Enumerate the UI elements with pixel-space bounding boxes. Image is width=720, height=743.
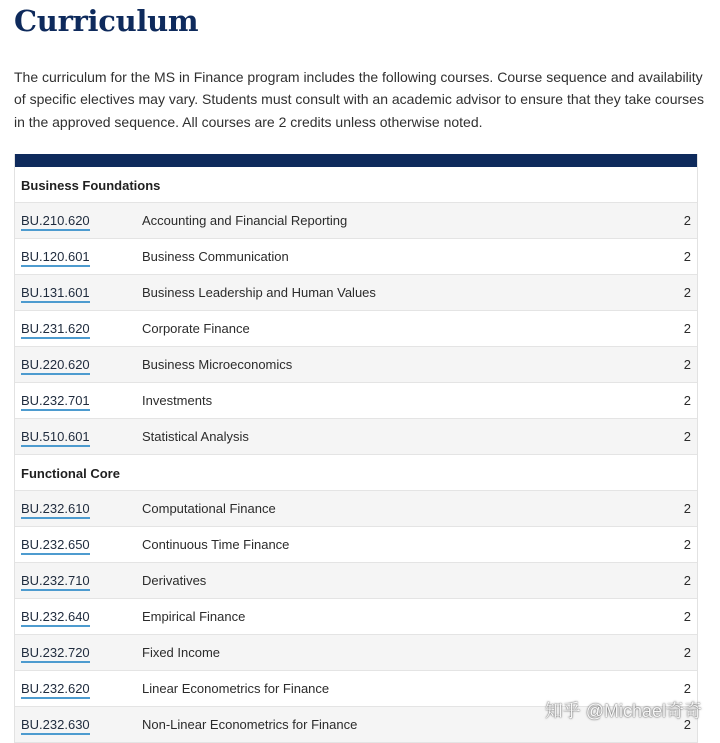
course-code-link[interactable]: BU.210.620	[21, 213, 90, 231]
course-code-link[interactable]: BU.220.620	[21, 357, 90, 375]
course-code-link[interactable]: BU.232.630	[21, 717, 90, 735]
course-code-link[interactable]: BU.232.620	[21, 681, 90, 699]
course-name: Derivatives	[142, 573, 207, 588]
course-name: Corporate Finance	[142, 321, 250, 336]
course-code-link[interactable]: BU.231.620	[21, 321, 90, 339]
course-row	[15, 599, 697, 635]
course-credits: 2	[683, 249, 691, 264]
course-code-link[interactable]: BU.232.720	[21, 645, 90, 663]
course-code-link[interactable]: BU.120.601	[21, 249, 90, 267]
course-name: Non-Linear Econometrics for Finance	[142, 717, 358, 732]
course-credits: 2	[683, 537, 691, 552]
course-row	[15, 203, 697, 239]
course-row	[15, 275, 697, 311]
course-row	[15, 347, 697, 383]
course-name: Statistical Analysis	[142, 429, 249, 444]
course-row	[15, 491, 697, 527]
course-credits: 2	[683, 645, 691, 660]
course-name: Fixed Income	[142, 645, 221, 660]
course-code-link[interactable]: BU.131.601	[21, 285, 90, 303]
course-credits: 2	[683, 501, 691, 516]
course-row	[15, 635, 697, 671]
course-name: Computational Finance	[142, 501, 276, 516]
course-credits: 2	[683, 357, 691, 372]
course-credits: 2	[683, 573, 691, 588]
table-header-bar	[15, 154, 697, 167]
course-credits: 2	[683, 717, 691, 732]
course-name: Business Microeconomics	[142, 357, 293, 372]
section-header-row	[15, 455, 697, 491]
course-row	[15, 239, 697, 275]
table-body	[15, 167, 697, 743]
watermark: 知乎 @Michael奇奇	[544, 701, 702, 721]
course-row	[15, 311, 697, 347]
course-name: Continuous Time Finance	[142, 537, 290, 552]
section-title: Business Foundations	[21, 178, 161, 193]
course-code-link[interactable]: BU.232.710	[21, 573, 90, 591]
page-title: Curriculum	[14, 4, 199, 38]
course-name: Business Leadership and Human Values	[142, 285, 376, 300]
course-credits: 2	[683, 609, 691, 624]
course-code-link[interactable]: BU.232.610	[21, 501, 90, 519]
course-credits: 2	[683, 321, 691, 336]
course-name: Linear Econometrics for Finance	[142, 681, 330, 696]
section-header-row	[15, 167, 697, 203]
course-name: Empirical Finance	[142, 609, 246, 624]
course-row	[15, 563, 697, 599]
course-credits: 2	[683, 681, 691, 696]
course-name: Investments	[142, 393, 213, 408]
section-title: Functional Core	[21, 466, 120, 481]
course-row	[15, 527, 697, 563]
course-row	[15, 383, 697, 419]
course-code-link[interactable]: BU.232.650	[21, 537, 90, 555]
course-name: Business Communication	[142, 249, 289, 264]
course-credits: 2	[683, 285, 691, 300]
course-name: Accounting and Financial Reporting	[142, 213, 348, 228]
course-code-link[interactable]: BU.232.640	[21, 609, 90, 627]
course-credits: 2	[683, 429, 691, 444]
course-credits: 2	[683, 213, 691, 228]
intro-paragraph: The curriculum for the MS in Finance program includes the following courses. Course sequence and availability of specific electives may vary. Students must consult with an academic advisor to ensure that they take courses in the approved sequence. All courses are 2 credits unless otherwise noted.	[14, 69, 704, 130]
curriculum-table	[14, 154, 698, 743]
course-code-link[interactable]: BU.510.601	[21, 429, 90, 447]
course-code-link[interactable]: BU.232.701	[21, 393, 90, 411]
course-credits: 2	[683, 393, 691, 408]
course-row	[15, 419, 697, 455]
